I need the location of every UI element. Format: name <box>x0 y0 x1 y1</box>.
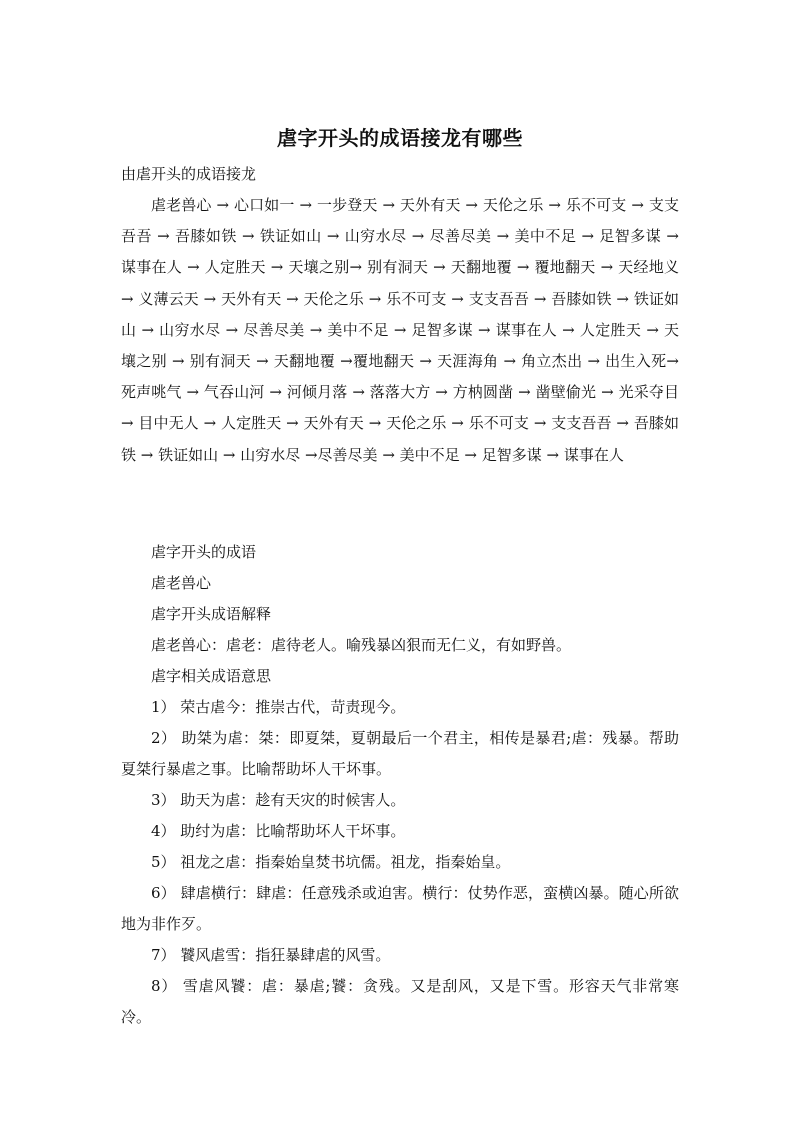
related-item: 1） 荣古虐今：推崇古代，苛责现今。 <box>151 698 406 716</box>
explanation-paragraph: 虐老兽心：虐老：虐待老人。喻残暴凶狠而无仁义，有如野兽。 <box>151 636 572 654</box>
content-block <box>121 537 679 1033</box>
chain-subtitle: 由虐开头的成语接龙 <box>121 165 257 183</box>
section-heading: 虐字开头的成语 <box>151 543 257 561</box>
idiom-text: 虐老兽心 <box>151 574 212 592</box>
document-title: 虐字开头的成语接龙有哪些 <box>277 126 523 150</box>
related-item: 2） 助桀为虐：桀：即夏桀，夏朝最后一个君主，相传是暴君;虐：残暴。帮助夏桀行暴虐之事。比喻帮助坏人干坏事。 <box>121 729 679 778</box>
related-item: 5） 祖龙之虐：指秦始皇焚书坑儒。祖龙，指秦始皇。 <box>151 853 511 871</box>
related-item: 4） 助纣为虐：比喻帮助坏人干坏事。 <box>151 822 406 840</box>
related-item: 8） 雪虐风饕：虐：暴虐;饕：贪残。又是刮风，又是下雪。形容天气非常寒冷。 <box>121 977 679 1026</box>
related-item: 3） 助天为虐：趁有天灾的时候害人。 <box>151 791 406 809</box>
explanation-heading: 虐字开头成语解释 <box>151 605 272 623</box>
related-heading: 虐字相关成语意思 <box>151 667 272 685</box>
related-item: 7） 饕风虐雪：指狂暴肆虐的风雪。 <box>151 946 391 964</box>
related-item: 6） 肆虐横行：肆虐：任意残杀或迫害。横行：仗势作恶，蛮横凶暴。随心所欲地为非作歹。 <box>121 884 679 933</box>
idiom-chain-paragraph: 虐老兽心 → 心口如一 → 一步登天 → 天外有天 → 天伦之乐 → 乐不可支 → 支支吾吾 → 吾膝如铁 → 铁证如山 → 山穷水尽 → 尽善尽美 → 美中不足 → 足智多谋 → 谋事在人 → 人定胜天 → 天壤之别→ 别有洞天 → 天翻地覆 → 覆地翻天 → 天经地义 → 义薄云天 → 天外有天 → 天伦之乐 → 乐不可支 → 支支吾吾 → 吾膝如铁 → 铁证如山 → 山穷水尽 → 尽善尽美 → 美中不足 → 足智多谋 → 谋事在人 → 人定胜天 → 天壤之别 → 别有洞天 → 天翻地覆 →覆地翻天 → 天涯海角 → 角立杰出 → 出生入死→ 死声咷气 → 气吞山河 → 河倾月落 → 落落大方 → 方枘圆凿 → 凿壁偷光 → 光采夺目 → 目中无人 → 人定胜天 → 天外有天 → 天伦之乐 → 乐不可支 → 支支吾吾 → 吾膝如铁 → 铁证如山 → 山穷水尽 →尽善尽美 → 美中不足 → 足智多谋 → 谋事在人 <box>121 196 679 464</box>
